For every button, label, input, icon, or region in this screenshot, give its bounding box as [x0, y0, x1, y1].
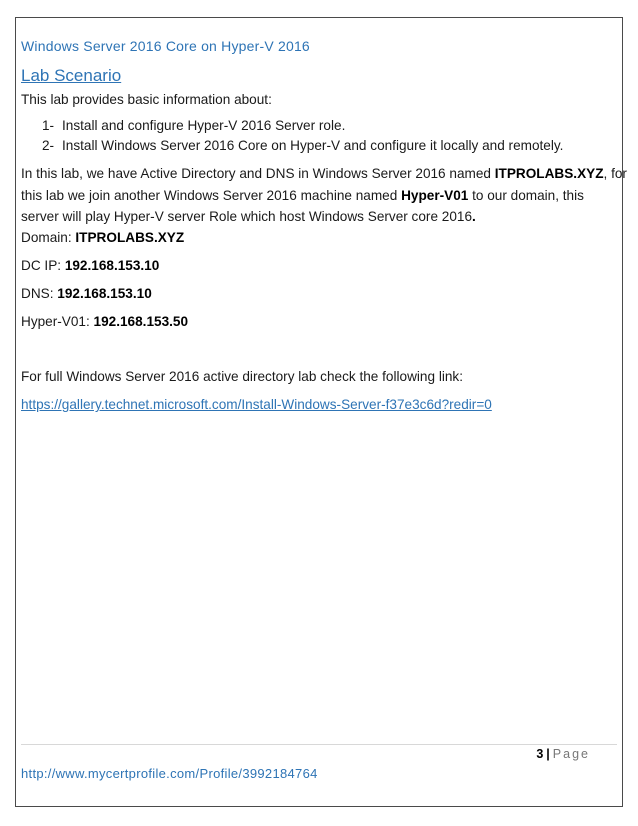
- lab-description-paragraph: [21, 163, 627, 228]
- paragraph-text: server will play Hyper-V server Role which host Windows Server core 2016: [21, 209, 473, 224]
- page-number-value: 3: [536, 747, 544, 761]
- paragraph-text: In this lab, we have Active Directory and DNS in Windows Server 2016 named: [21, 166, 495, 181]
- list-item: [42, 116, 563, 136]
- document-header-title: Windows Server 2016 Core on Hyper-V 2016: [21, 38, 310, 54]
- dns-detail: [21, 284, 152, 304]
- section-heading-lab-scenario: Lab Scenario: [21, 66, 122, 85]
- lab-objectives-list: [42, 116, 563, 156]
- footer-profile-url: http://www.mycertprofile.com/Profile/3992184764: [21, 766, 318, 781]
- dc-ip-detail: [21, 256, 159, 276]
- hyper-v01-value: 192.168.153.50: [93, 314, 189, 329]
- page-number-separator: |: [546, 747, 550, 761]
- paragraph-period: .: [472, 209, 476, 224]
- dns-label: DNS:: [21, 286, 58, 301]
- domain-label: Domain:: [21, 230, 76, 245]
- paragraph-text: , for: [603, 166, 627, 181]
- dns-value: 192.168.153.10: [57, 286, 152, 301]
- list-item: [42, 136, 563, 156]
- page-number: [536, 747, 590, 761]
- hyper-v01-detail: [21, 312, 188, 332]
- domain-name-highlight: ITPROLABS.XYZ: [494, 166, 604, 181]
- paragraph-line: [21, 163, 627, 185]
- paragraph-line: [21, 185, 617, 207]
- technet-gallery-link[interactable]: https://gallery.technet.microsoft.com/Install-Windows-Server-f37e3c6d?redir=0: [21, 397, 492, 412]
- reference-intro-text: For full Windows Server 2016 active directory lab check the following link:: [21, 369, 463, 384]
- footer-divider: [21, 744, 617, 745]
- list-item-text: Install and configure Hyper-V 2016 Server role.: [62, 118, 346, 133]
- list-item-number: 1-: [42, 118, 55, 133]
- paragraph-line: [21, 206, 617, 228]
- list-item-number: 2-: [42, 138, 55, 153]
- domain-detail: [21, 228, 184, 248]
- lab-intro-text: This lab provides basic information about:: [21, 92, 272, 107]
- page-word: Page: [552, 747, 590, 761]
- paragraph-text: to our domain, this: [468, 187, 584, 203]
- list-item-text: Install Windows Server 2016 Core on Hyper-V and configure it locally and remotely.: [62, 138, 564, 153]
- domain-value: ITPROLABS.XYZ: [75, 230, 185, 245]
- hyper-v01-label: Hyper-V01:: [21, 314, 94, 329]
- dc-ip-value: 192.168.153.10: [64, 258, 160, 273]
- paragraph-text: this lab we join another Windows Server 2016 machine named: [21, 187, 402, 203]
- host-name-highlight: Hyper-V01: [401, 187, 469, 203]
- dc-ip-label: DC IP:: [21, 258, 65, 273]
